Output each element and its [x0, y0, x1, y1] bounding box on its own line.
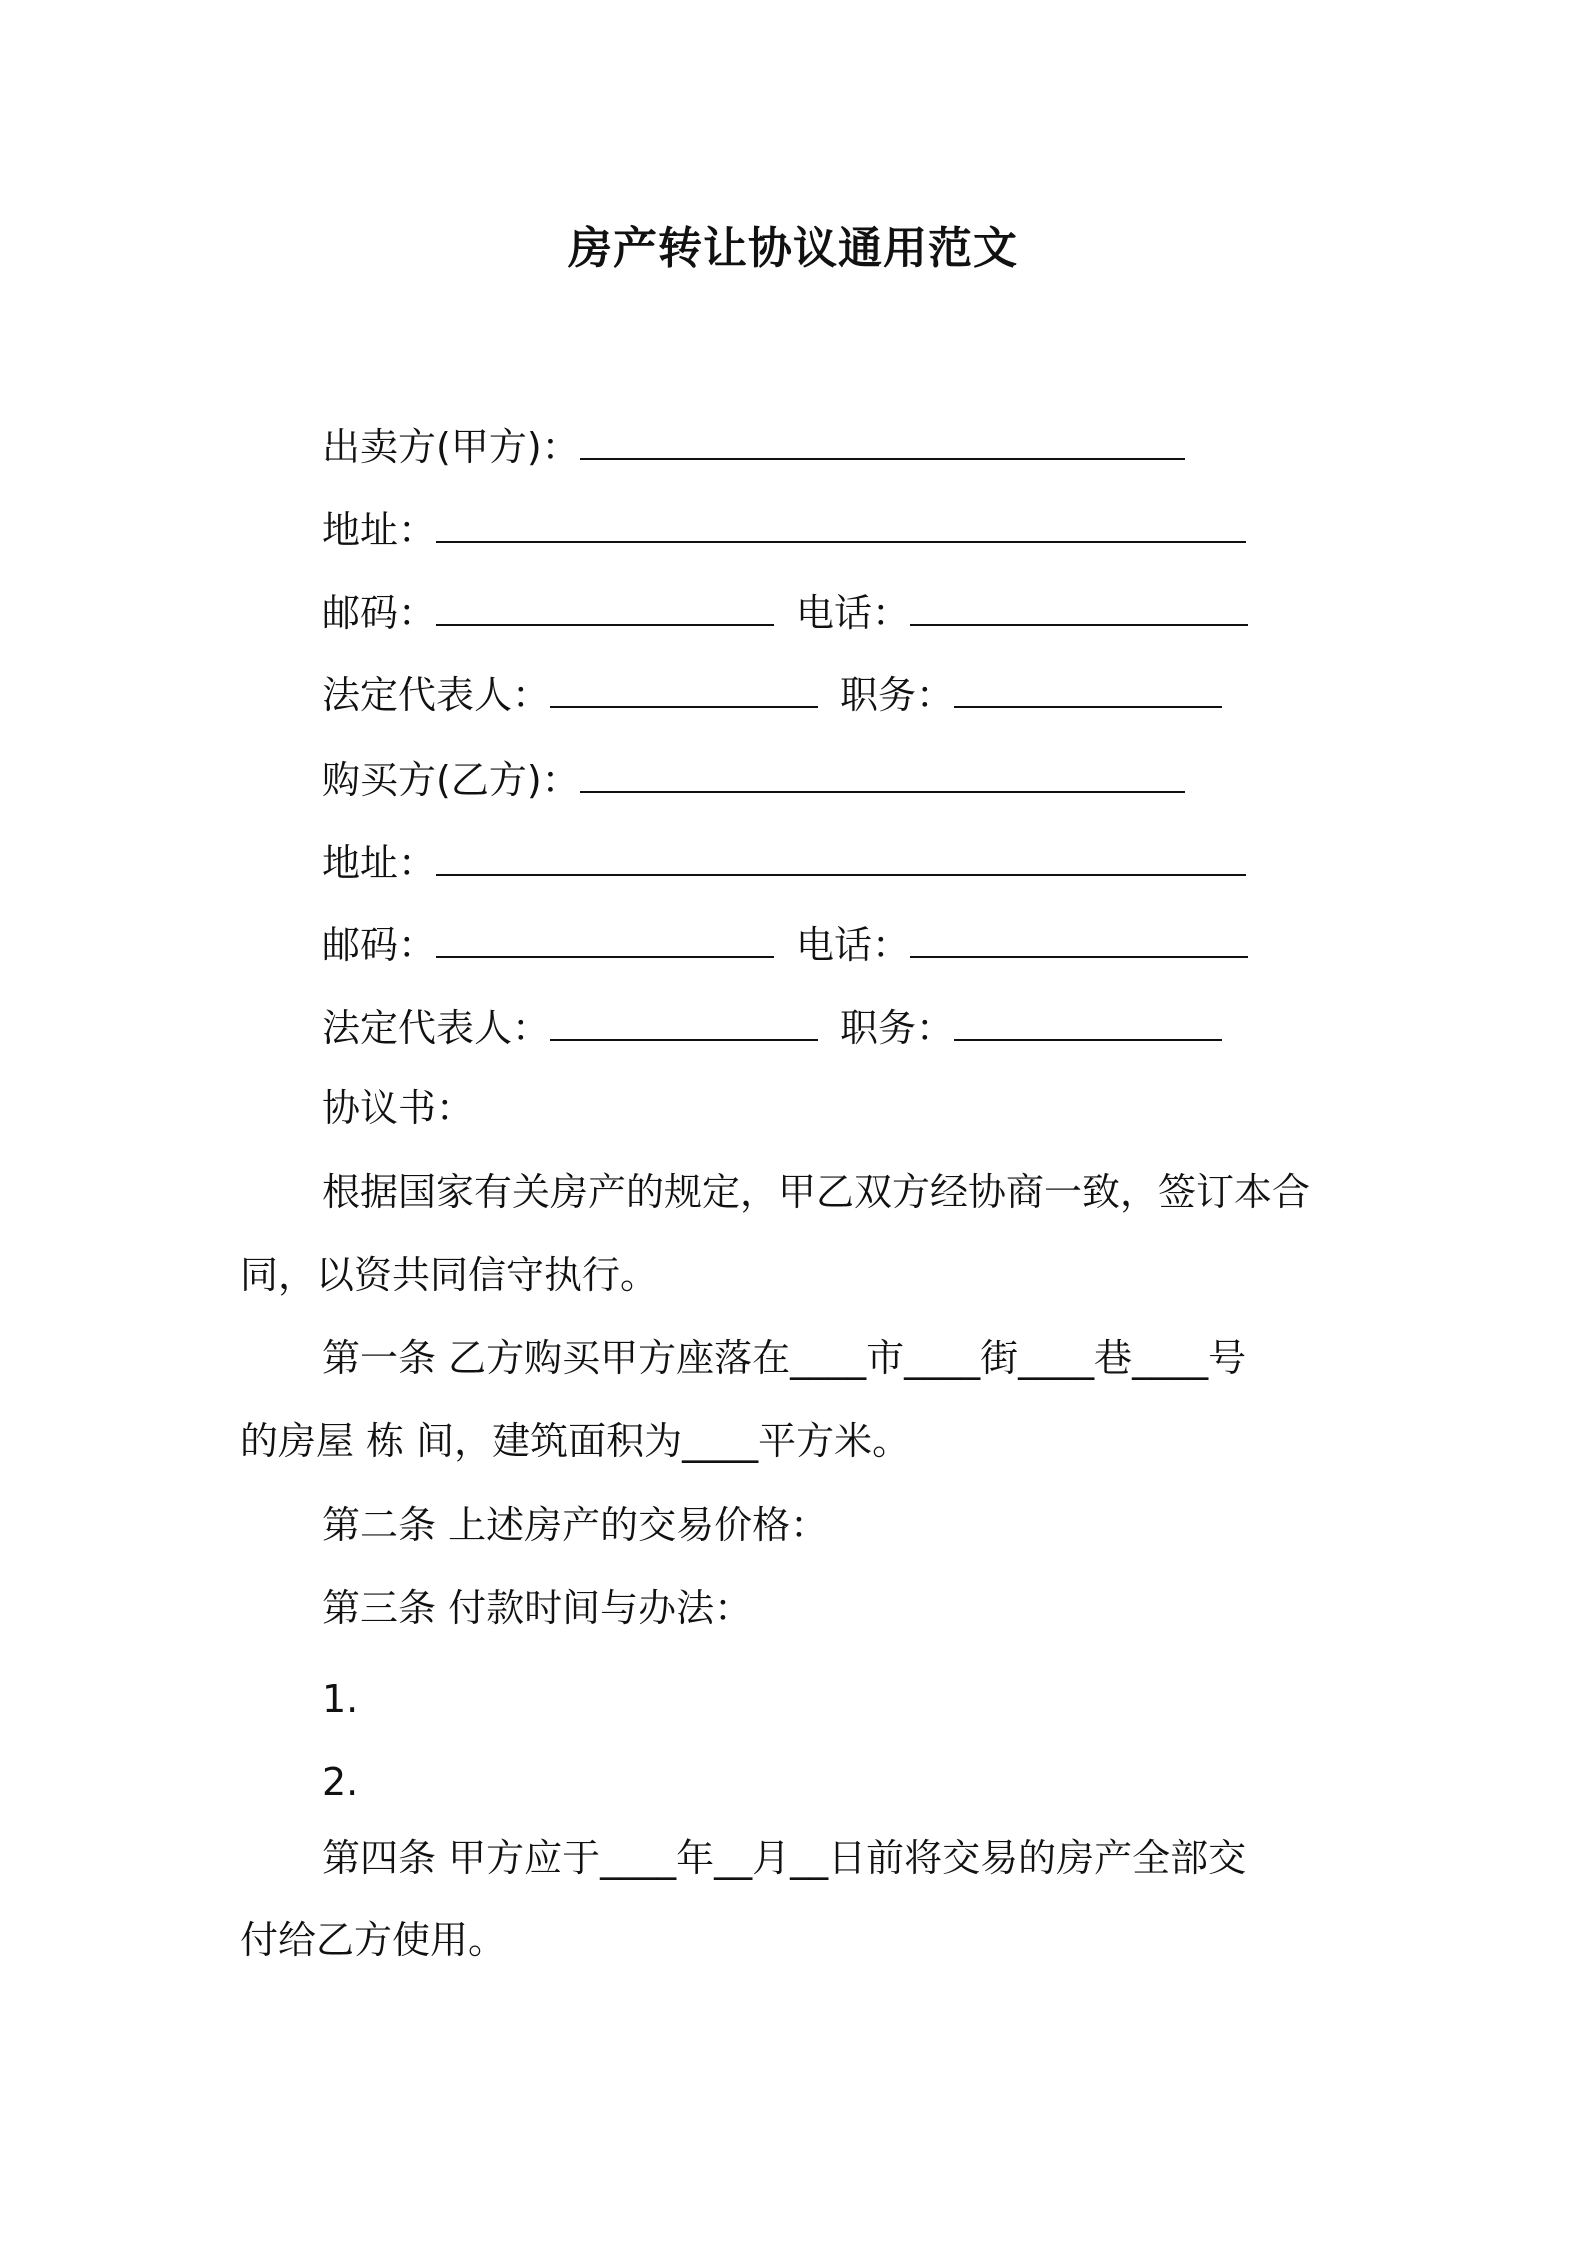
buyer-position-label: 职务：: [840, 1006, 955, 1050]
buyer-address-blank: [436, 840, 1246, 876]
seller-rep-row: [322, 670, 1222, 720]
seller-postcode-blank: [436, 590, 774, 626]
seller-position-blank: [954, 672, 1222, 708]
article-1-line-1: 第一条 乙方购买甲方座落在____市____街____巷____号: [322, 1336, 1247, 1380]
article-4-line-2: 付给乙方使用。: [240, 1918, 507, 1962]
buyer-position-blank: [954, 1005, 1222, 1041]
seller-label: 出卖方(甲方)：: [322, 425, 580, 469]
buyer-name-blank: [580, 757, 1185, 793]
article-2: 第二条 上述房产的交易价格：: [322, 1503, 829, 1547]
seller-rep-label: 法定代表人：: [322, 673, 551, 717]
seller-address-blank: [436, 507, 1246, 543]
seller-position-label: 职务：: [840, 673, 955, 717]
payment-item-2: 2.: [322, 1760, 359, 1804]
buyer-phone-blank: [910, 922, 1248, 958]
document-title: 房产转让协议通用范文: [568, 223, 1018, 274]
article-4-line-1: 第四条 甲方应于____年__月__日前将交易的房产全部交: [322, 1836, 1247, 1880]
buyer-address-row: [322, 838, 1246, 888]
buyer-rep-blank: [550, 1005, 818, 1041]
article-1-line-2: 的房屋 栋 间，建筑面积为____平方米。: [240, 1419, 911, 1463]
buyer-phone-label: 电话：: [796, 923, 911, 967]
buyer-name-row: [322, 755, 1185, 805]
seller-name-blank: [580, 424, 1185, 460]
seller-rep-blank: [550, 672, 818, 708]
intro-line-1: 根据国家有关房产的规定，甲乙双方经协商一致，签订本合: [322, 1170, 1311, 1214]
agreement-heading: 协议书：: [322, 1086, 475, 1130]
buyer-rep-row: [322, 1003, 1222, 1053]
article-3: 第三条 付款时间与办法：: [322, 1586, 753, 1630]
buyer-label: 购买方(乙方)：: [322, 758, 580, 802]
seller-phone-blank: [910, 590, 1248, 626]
buyer-rep-label: 法定代表人：: [322, 1006, 551, 1050]
seller-address-label: 地址：: [322, 508, 437, 552]
seller-address-row: [322, 505, 1246, 555]
buyer-postcode-label: 邮码：: [322, 923, 437, 967]
intro-line-2: 同，以资共同信守执行。: [240, 1253, 659, 1297]
payment-item-1: 1.: [322, 1677, 359, 1721]
seller-phone-label: 电话：: [796, 591, 911, 635]
seller-name-row: [322, 422, 1185, 472]
seller-contact-row: [322, 588, 1248, 638]
buyer-postcode-blank: [436, 922, 774, 958]
seller-postcode-label: 邮码：: [322, 591, 437, 635]
buyer-contact-row: [322, 920, 1248, 970]
buyer-address-label: 地址：: [322, 841, 437, 885]
